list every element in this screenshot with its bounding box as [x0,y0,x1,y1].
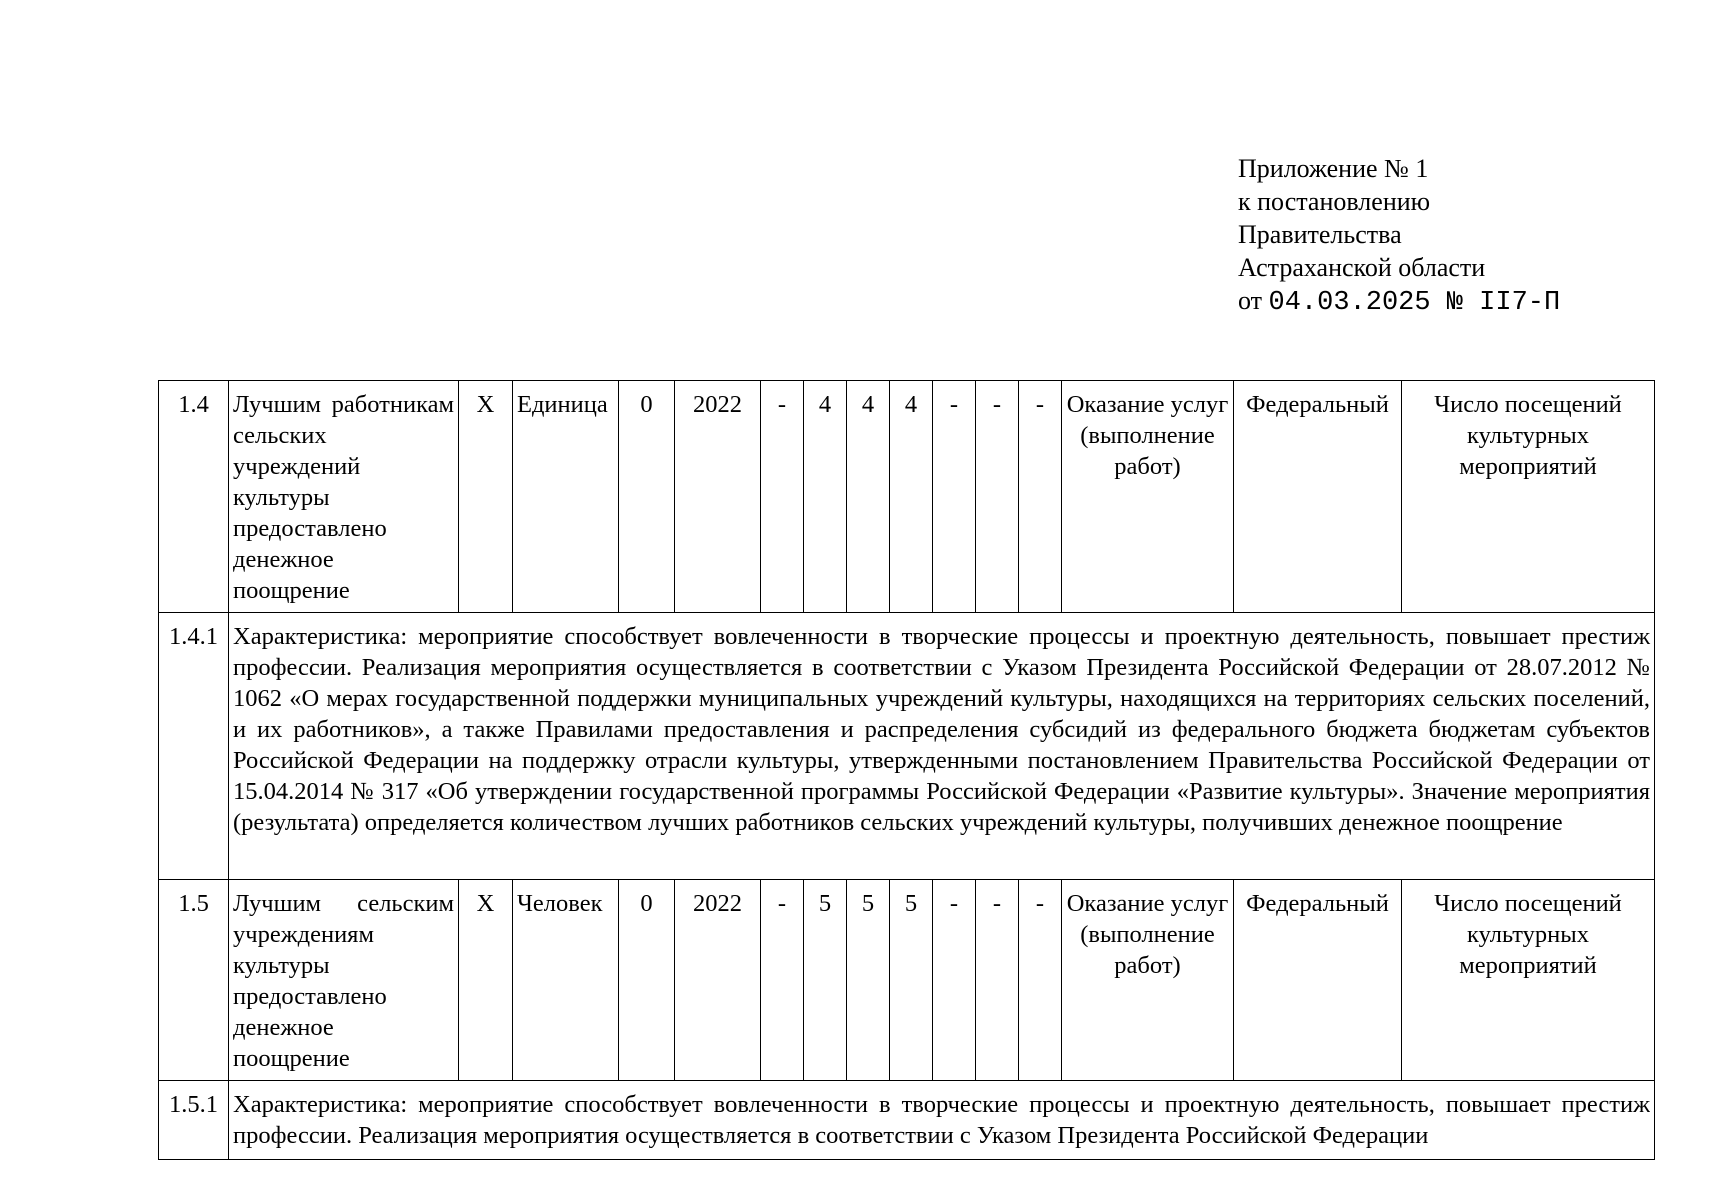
date-prefix: от [1238,286,1263,315]
base-value: 0 [619,381,675,613]
measure-name: Лучшим сельским учреждениям культуры предоставлено денежное поощрение [229,880,459,1081]
base-year: 2022 [675,880,761,1081]
project-level: Федеральный [1234,880,1402,1081]
appendix-label: Приложение № 1 [1238,154,1429,183]
measure-description: Характеристика: мероприятие способствует вовлеченности в творческие процессы и проектную деятельность, повышает престиж профессии. Реализация мероприятия осуществляется в соответствии с Указом Президента Российской Федерации от 28.07.2012 № 1062 «О мерах государственной поддержки муниципальных учреждений культуры, находящихся на территориях сельских поселений, и их работников», а также Правилами предоставления и распределения субсидий из федерального бюджета бюджетам субъектов Российской Федерации на поддержку отрасли культуры, утвержденными постановлением Правительства Российской Федерации от 15.04.2014 № 317 «Об утверждении государственной программы Российской Федерации «Развитие культуры». Значение мероприятия (результата) определяется количеством лучших работников сельских учреждений культуры, получивших денежное поощрение [229,613,1655,880]
table-row-1-5 [159,880,1655,1081]
unit-cell: Единица [513,381,619,613]
document-date-number: 04.03.2025 № II7-П [1268,288,1561,318]
region-label: Астраханской области [1238,253,1486,282]
base-value: 0 [619,880,675,1081]
linked-indicator: Число посещений культурных мероприятий [1402,880,1655,1081]
value-cell: - [761,381,804,613]
measure-type: Оказание услуг (выполнение работ) [1062,381,1234,613]
row-number: 1.4 [159,381,229,613]
value-cell: 4 [890,381,933,613]
x-mark: Х [459,381,513,613]
value-cell: - [933,381,976,613]
measures-table [158,380,1655,1160]
base-year: 2022 [675,381,761,613]
row-number: 1.4.1 [159,613,229,880]
measure-description: Характеристика: мероприятие способствует вовлеченности в творческие процессы и проектную деятельность, повышает престиж профессии. Реализация мероприятия осуществляется в соответствии с Указом Президента Российской Федерации [233,1091,1650,1149]
value-cell: - [1019,381,1062,613]
government-label: Правительства [1238,220,1402,249]
measure-description-cell [229,1081,1655,1160]
row-number: 1.5 [159,880,229,1081]
document-header [1238,152,1560,320]
value-cell: - [976,880,1019,1081]
measure-type: Оказание услуг (выполнение работ) [1062,880,1234,1081]
value-cell: - [976,381,1019,613]
document-date-line [1238,284,1560,320]
value-cell: 4 [804,381,847,613]
table-row-1-4-1 [159,613,1655,880]
value-cell: 5 [847,880,890,1081]
value-cell: 4 [847,381,890,613]
measure-name: Лучшим работникам сельских учреждений культуры предоставлено денежное поощрение [229,381,459,613]
value-cell: - [1019,880,1062,1081]
table-row-1-4 [159,381,1655,613]
value-cell: - [761,880,804,1081]
x-mark: Х [459,880,513,1081]
value-cell: 5 [890,880,933,1081]
linked-indicator: Число посещений культурных мероприятий [1402,381,1655,613]
unit-cell: Человек [513,880,619,1081]
value-cell: - [933,880,976,1081]
value-cell: 5 [804,880,847,1081]
project-level: Федеральный [1234,381,1402,613]
row-number: 1.5.1 [159,1081,229,1160]
resolution-label: к постановлению [1238,187,1431,216]
table-row-1-5-1 [159,1081,1655,1160]
